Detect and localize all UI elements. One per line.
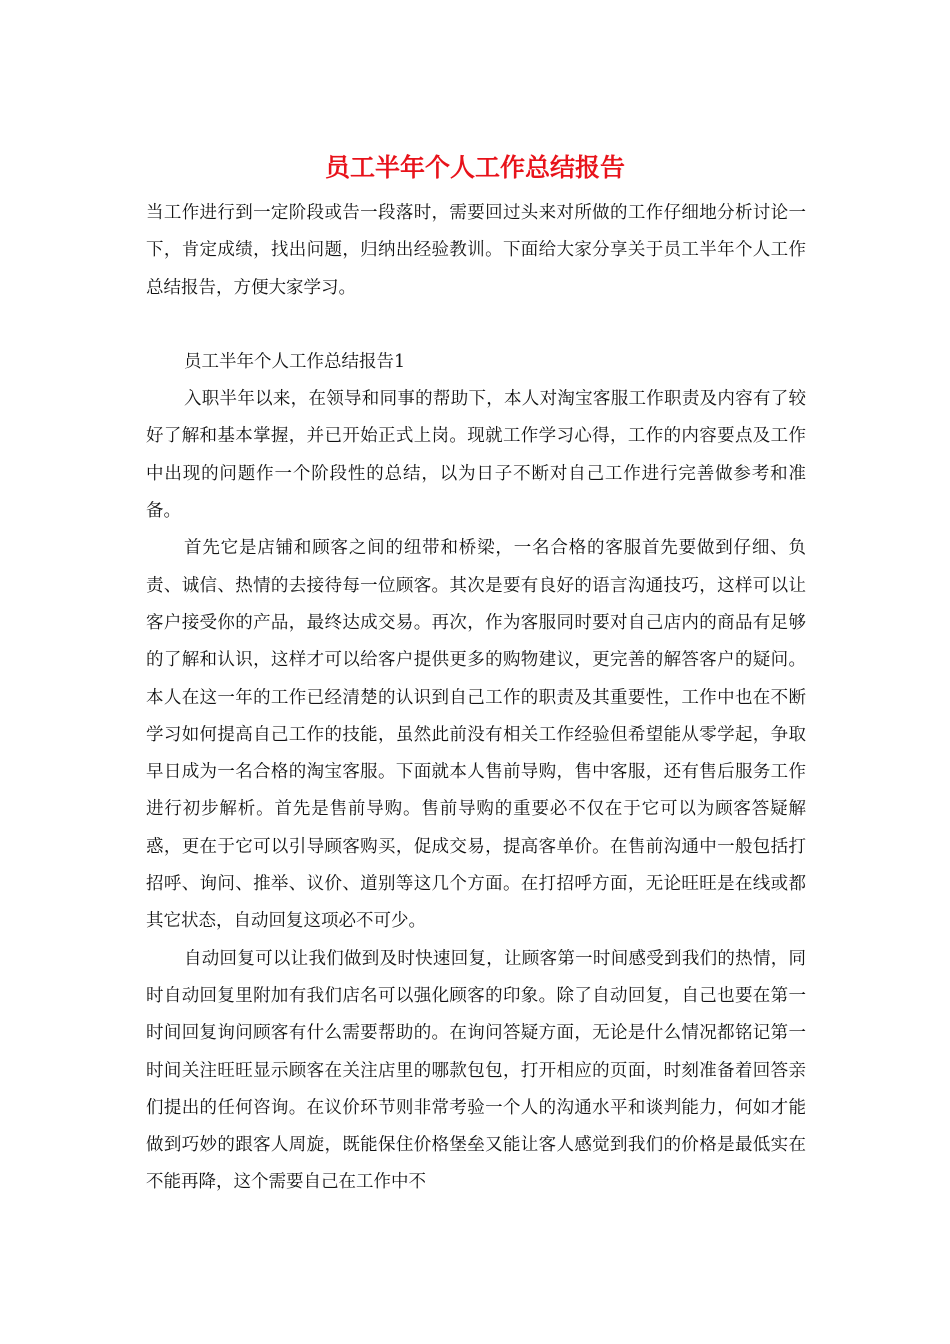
document-title: 员工半年个人工作总结报告 [324, 153, 625, 182]
body-paragraph-3: 自动回复可以让我们做到及时快速回复，让顾客第一时间感受到我们的热情，同时自动回复里附加有我们店名可以强化顾客的印象。除了自动回复，自己也要在第一时间回复询问顾客有什么需要帮助的。在询问答疑方面，无论是什么情况都铭记第一时间关注旺旺显示顾客在关注店里的哪款包包，打开相应的页面，时刻准备着回答亲们提出的任何咨询。在议价环节则非常考验一个人的沟通水平和谈判能力，何如才能做到巧妙的跟客人周旋，既能保住价格堡垒又能让客人感觉到我们的价格是最低实在不能再降，这个需要自己在工作中不 [146, 948, 806, 1193]
section-heading: 员工半年个人工作总结报告1 [184, 351, 406, 372]
body-paragraph-1: 入职半年以来，在领导和同事的帮助下，本人对淘宝客服工作职责及内容有了较好了解和基本掌握，并已开始正式上岗。现就工作学习心得，工作的内容要点及工作中出现的问题作一个阶段性的总结，以为日子不断对自己工作进行完善做参考和准备。 [146, 389, 806, 522]
document-body [146, 195, 806, 1202]
paragraph-spacer [146, 307, 806, 344]
body-paragraph-2: 首先它是店铺和顾客之间的纽带和桥梁，一名合格的客服首先要做到仔细、负责、诚信、热情的去接待每一位顾客。其次是要有良好的语言沟通技巧，这样可以让客户接受你的产品，最终达成交易。再次，作为客服同时要对自己店内的商品有足够的了解和认识，这样才可以给客户提供更多的购物建议，更完善的解答客户的疑问。本人在这一年的工作已经清楚的认识到自己工作的职责及其重要性，工作中也在不断学习如何提高自己工作的技能，虽然此前没有相关工作经验但希望能从零学起，争取早日成为一名合格的淘宝客服。下面就本人售前导购，售中客服，还有售后服务工作进行初步解析。首先是售前导购。售前导购的重要必不仅在于它可以为顾客答疑解惑，更在于它可以引导顾客购买，促成交易，提高客单价。在售前沟通中一般包括打招呼、询问、推举、议价、道别等这几个方面。在打招呼方面，无论旺旺是在线或都其它状态，自动回复这项必不可少。 [146, 538, 806, 932]
intro-paragraph: 当工作进行到一定阶段或告一段落时，需要回过头来对所做的工作仔细地分析讨论一下，肯定成绩，找出问题，归纳出经验教训。下面给大家分享关于员工半年个人工作总结报告，方便大家学习。 [146, 203, 806, 298]
